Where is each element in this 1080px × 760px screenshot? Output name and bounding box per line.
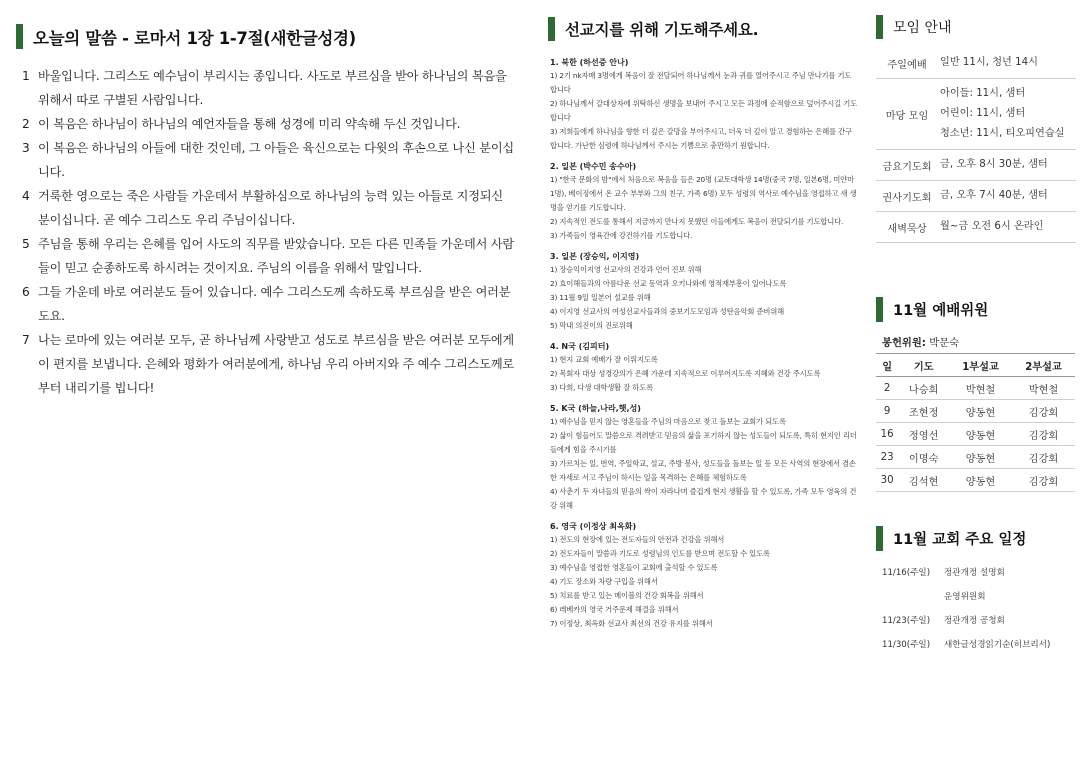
meeting-time: 일반 11시, 청년 14시 <box>940 57 1038 68</box>
prayer-item: 5) 치료를 받고 있는 메이블의 건강 회복을 위해서 <box>550 591 704 600</box>
prayer-item: 3) 가족들이 영육간에 강건하기를 기도합니다. <box>550 231 693 240</box>
scripture-title: 오늘의 말씀 - 로마서 1장 1-7절(새한글성경) <box>33 28 356 48</box>
prayer-item: 4) 이지영 선교사의 여성선교사들과의 중보기도모임과 성탄음악회 준비위해 <box>550 307 785 316</box>
verse-number: 2 <box>22 117 30 131</box>
verse-text: 이 복음은 하나님의 아들에 대한 것인데, 그 아들은 육신으로는 다윗의 후손으로 나신 분이십니다. <box>38 141 514 179</box>
mission-group <box>550 56 858 153</box>
meeting-value <box>938 79 1076 150</box>
schedule-item <box>882 633 1078 657</box>
verse-number: 4 <box>22 189 30 203</box>
table-cell: 김강회 <box>1012 446 1075 469</box>
section-marker <box>548 17 555 41</box>
table-cell: 박현철 <box>949 377 1012 400</box>
table-row <box>876 446 1075 469</box>
verse <box>22 64 518 112</box>
meeting-time: 금, 오후 7시 40분, 샘터 <box>940 190 1048 201</box>
scripture-header <box>16 24 356 49</box>
mission-header <box>548 17 758 41</box>
mission-group <box>550 402 858 513</box>
meeting-label: 금요기도회 <box>876 150 938 181</box>
column-header: 1부설교 <box>949 354 1012 377</box>
table-row <box>876 48 1076 79</box>
meeting-value <box>938 48 1076 79</box>
section-marker <box>876 526 883 551</box>
mission-name: 6. 영국 (이정상 최옥화) <box>550 522 637 531</box>
prayer-item: 2) 삶이 힘들어도 말씀으로 격려받고 믿음의 삶을 포기하지 않는 성도들이 되도록, 특히 현지인 리더들에게 힘을 주시기를 <box>550 431 857 454</box>
verse-text: 나는 로마에 있는 여러분 모두, 곧 하나님께 사랑받고 성도로 부르심을 받은 여러분 모두에게 이 편지를 보냅니다. 은혜와 평화가 여러분에게, 하나님 우리 아버지와 주 예수 그리스도께로부터 내리기를 빕니다! <box>38 333 514 395</box>
verse <box>22 280 518 328</box>
verse <box>22 184 518 232</box>
table-cell: 양동현 <box>949 469 1012 492</box>
verse-list <box>22 64 518 400</box>
prayer-item: 3) 저희들에게 하나님을 향한 더 깊은 갈망을 부어주시고, 더욱 더 깊이 알고 경험하는 은혜를 간구합니다. 가난한 심령에 하나님께서 주시는 기쁨으로 충만하기 원합니다. <box>550 127 852 150</box>
service-header <box>876 297 988 322</box>
table-cell: 김강회 <box>1012 423 1075 446</box>
verse-number: 5 <box>22 237 30 251</box>
prayer-item: 3) 가르치는 일, 번역, 주일학교, 설교, 주방 봉사, 성도들을 돌보는 일 등 모든 사역의 현장에서 겸손한 자세로 서고 주님이 하시는 일을 목격하는 은혜를 체험하도록 <box>550 459 856 482</box>
mission-name: 2. 일본 (박수민 송수아) <box>550 162 637 171</box>
table-cell: 김석현 <box>898 469 949 492</box>
section-marker <box>16 24 23 49</box>
meeting-time: 어린이: 11시, 샘터 <box>940 108 1026 119</box>
table-cell: 30 <box>876 469 898 492</box>
schedule-title: 11월 교회 주요 일정 <box>893 532 1027 548</box>
verse <box>22 328 518 400</box>
column-header: 기도 <box>898 354 949 377</box>
table-cell: 16 <box>876 423 898 446</box>
verse-text: 그들 가운데 바로 여러분도 들어 있습니다. 예수 그리스도께 속하도록 부르심을 받은 여러분도요. <box>38 285 511 323</box>
service-title: 11월 예배위원 <box>893 303 989 319</box>
meeting-value <box>938 212 1076 243</box>
prayer-item: 3) 다희, 다생 대학생활 잘 하도록 <box>550 383 653 392</box>
verse <box>22 232 518 280</box>
schedule-header <box>876 526 1026 551</box>
schedule-date: 11/16(주일) <box>882 568 931 578</box>
table-row <box>876 150 1076 181</box>
schedule-event: 운영위원회 <box>944 592 986 602</box>
table-cell: 김강회 <box>1012 469 1075 492</box>
schedule-event: 정관개정 공청회 <box>944 616 1005 626</box>
schedule-item <box>882 585 1078 609</box>
verse-text: 이 복음은 하나님이 하나님의 예언자들을 통해 성경에 미리 약속해 두신 것입니다. <box>38 117 461 131</box>
verse-text: 바울입니다. 그리스도 예수님이 부리시는 종입니다. 사도로 부르심을 받아 하나님의 복음을 위해서 따로 구별된 사람입니다. <box>38 69 507 107</box>
prayer-item: 2) 효이해들과의 아름다운 선교 동역과 오키나와에 영적재부흥이 일어나도록 <box>550 279 787 288</box>
meeting-value <box>938 150 1076 181</box>
mission-name: 1. 북한 (하선증 안나) <box>550 58 629 67</box>
table-cell: 조현정 <box>898 400 949 423</box>
prayer-item: 3) 예수님을 영접한 영혼들이 교회에 출석할 수 있도록 <box>550 563 718 572</box>
prayer-item: 2) 지속적인 전도를 통해서 지금까지 만나지 못했던 이들에게도 복음이 전달되기를 기도합니다. <box>550 217 844 226</box>
prayer-item: 3) 11월 9일 일본어 설교를 위해 <box>550 293 651 302</box>
table-cell: 2 <box>876 377 898 400</box>
schedule-date: 11/30(주일) <box>882 640 931 650</box>
table-row <box>876 377 1075 400</box>
table-cell: 김강회 <box>1012 400 1075 423</box>
prayer-item: 2) 전도자들이 말씀과 기도로 성령님의 인도를 받으며 전도할 수 있도록 <box>550 549 770 558</box>
meeting-value <box>938 181 1076 212</box>
mission-group <box>550 520 858 631</box>
offering-name: 박문숙 <box>929 337 960 349</box>
prayer-item: 7) 이정상, 최옥화 선교사 최선의 건강 유지를 위해서 <box>550 619 713 628</box>
prayer-item: 2) 하나님께서 갈대상자에 위탁하신 생명을 보내어 주시고 모든 과정에 순적함으로 덮어주시길 기도합니다 <box>550 99 858 122</box>
schedule-event: 정관개정 설명회 <box>944 568 1005 578</box>
table-cell: 23 <box>876 446 898 469</box>
table-row <box>876 423 1075 446</box>
prayer-item: 1) 현지 교회 예배가 잘 이뤄지도록 <box>550 355 658 364</box>
meetings-table <box>876 48 1076 243</box>
prayer-item: 1) "한국 문화의 밤"에서 처음으로 복음을 들은 20명 (교토대학생 14명(중국 7명, 일본6명, 미얀마1명), 베이징에서 온 교수 부부와 그의 친구, 가족 6명) 모두 성령의 역사로 예수님을 영접하고 새 생명을 얻기를 기도합니다. <box>550 175 857 212</box>
table-header-row <box>876 354 1075 377</box>
schedule-item <box>882 609 1078 633</box>
schedule-date <box>882 585 944 609</box>
verse-text: 거룩한 영으로는 죽은 사람들 가운데서 부활하심으로 하나님의 능력 있는 아들로 지정되신 분이십니다. 곧 예수 그리스도 우리 주님이십니다. <box>38 189 503 227</box>
mission-group <box>550 250 858 333</box>
verse-number: 1 <box>22 69 30 83</box>
meeting-label: 주일예배 <box>876 48 938 79</box>
verse <box>22 136 518 184</box>
prayer-item: 5) 막내 의진이의 진로위해 <box>550 321 633 330</box>
mission-title: 선교지를 위해 기도해주세요. <box>565 21 759 39</box>
prayer-item: 6) 레베카의 영국 거주문제 해결을 위해서 <box>550 605 679 614</box>
verse <box>22 112 518 136</box>
mission-name: 3. 일본 (장승익, 이지영) <box>550 252 640 261</box>
mission-name: 5. K국 (하늘,나라,햇,성) <box>550 404 641 413</box>
column-header: 일 <box>876 354 898 377</box>
table-cell: 박현철 <box>1012 377 1075 400</box>
verse-number: 3 <box>22 141 30 155</box>
section-marker <box>876 297 883 322</box>
verse-number: 7 <box>22 333 30 347</box>
meetings-header <box>876 15 952 39</box>
schedule-item <box>882 561 1078 585</box>
prayer-item: 1) 예수님을 믿지 않는 영혼들을 주님의 마음으로 찾고 돌보는 교회가 되도록 <box>550 417 786 426</box>
schedule-list <box>882 561 1078 657</box>
section-marker <box>876 15 883 39</box>
verse-number: 6 <box>22 285 30 299</box>
mission-group <box>550 340 858 395</box>
table-cell: 이명숙 <box>898 446 949 469</box>
table-row <box>876 400 1075 423</box>
prayer-item: 2) 목회자 대상 성경강의가 은혜 가운데 지속적으로 이루어지도록 지혜와 건강 주시도록 <box>550 369 821 378</box>
prayer-item: 1) 전도의 현장에 있는 전도자들의 안전과 건강을 위해서 <box>550 535 725 544</box>
mission-name: 4. N국 (김피터) <box>550 342 610 351</box>
table-cell: 9 <box>876 400 898 423</box>
meeting-label: 새벽묵상 <box>876 212 938 243</box>
table-row <box>876 469 1075 492</box>
table-cell: 정영선 <box>898 423 949 446</box>
table-cell: 양동현 <box>949 423 1012 446</box>
meeting-time: 아이들: 11시, 샘터 <box>940 88 1026 99</box>
prayer-item: 4) 사춘기 두 자녀들의 믿음의 싹이 자라나며 즐겁게 현지 생활을 할 수 있도록, 가족 모두 영육의 건강 위해 <box>550 487 857 510</box>
meeting-label: 마당 모임 <box>876 79 938 150</box>
table-row <box>876 212 1076 243</box>
schedule-date: 11/23(주일) <box>882 616 931 626</box>
mission-list <box>550 56 858 638</box>
table-cell: 양동현 <box>949 400 1012 423</box>
prayer-item: 1) 2기 nk자매 3명에게 복음이 잘 전달되어 하나님께서 눈과 귀를 열어주시고 주님 만나기를 기도합니다 <box>550 71 852 94</box>
schedule-event: 새한글성경읽기순(히브리서) <box>944 640 1051 650</box>
offering-label: 봉헌위원: <box>882 337 926 349</box>
table-row <box>876 181 1076 212</box>
table-cell: 나승희 <box>898 377 949 400</box>
offering-committee <box>882 334 959 349</box>
column-header: 2부설교 <box>1012 354 1075 377</box>
meetings-title: 모임 안내 <box>893 20 952 36</box>
meeting-time: 청소년: 11시, 티오피연습실 <box>940 128 1065 139</box>
table-row <box>876 79 1076 150</box>
mission-group <box>550 160 858 243</box>
table-cell: 양동현 <box>949 446 1012 469</box>
meeting-time: 금, 오후 8시 30분, 샘터 <box>940 159 1048 170</box>
meeting-label: 권사기도회 <box>876 181 938 212</box>
prayer-item: 4) 기도 장소와 차량 구입을 위해서 <box>550 577 658 586</box>
prayer-item: 1) 장승익이지영 선교사의 건강과 언어 진보 위해 <box>550 265 702 274</box>
service-table <box>876 353 1075 492</box>
verse-text: 주님을 통해 우리는 은혜를 입어 사도의 직무를 받았습니다. 모든 다른 민족들 가운데서 사람들이 믿고 순종하도록 하시려는 것이지요. 주님의 이름을 위해서 말입니다. <box>38 237 514 275</box>
meeting-time: 월~금 오전 6시 온라인 <box>940 221 1044 232</box>
